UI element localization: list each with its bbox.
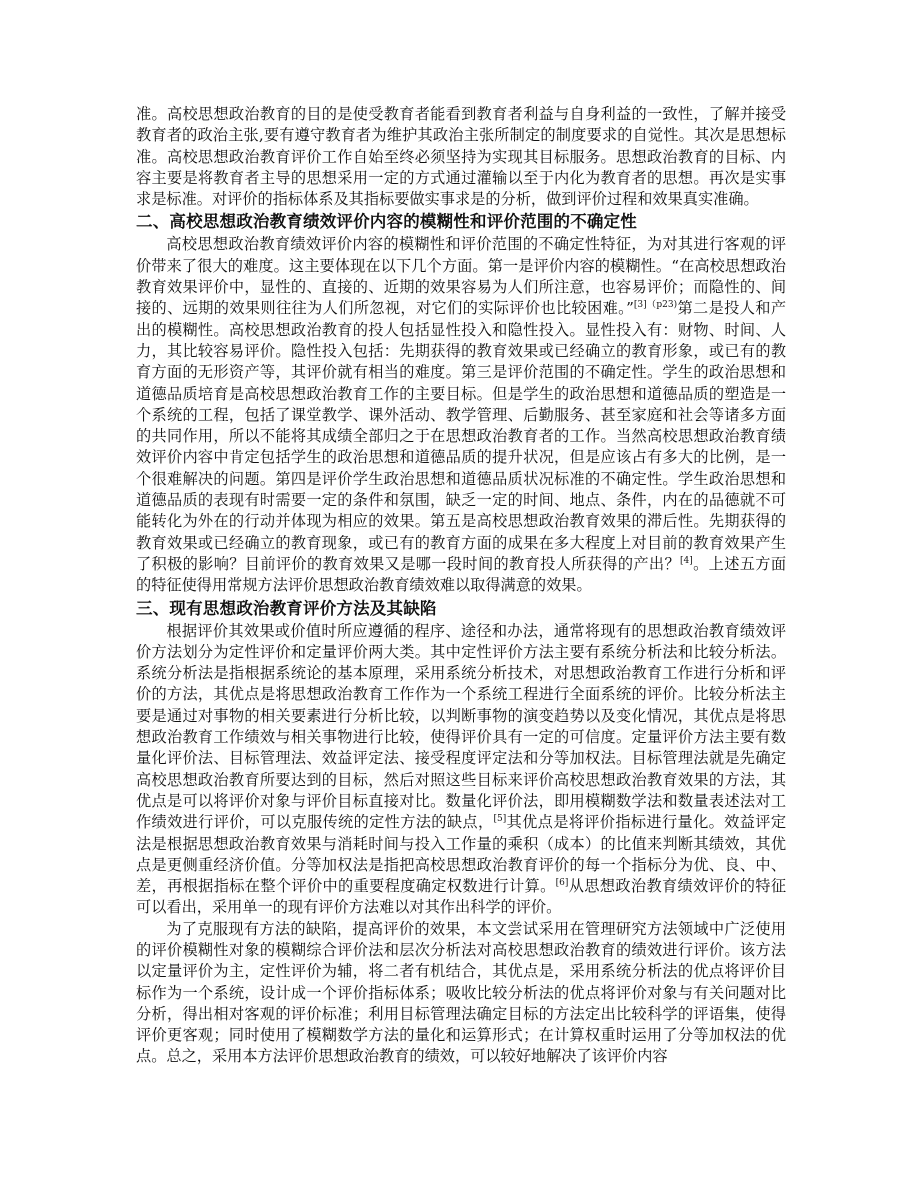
- paragraph-text: 。上述五方面的特征使得用常规方法评价思想政治教育绩效难以取得满意的效果。: [136, 554, 787, 595]
- paragraph-text: 根据评价其效果或价值时所应遵循的程序、途径和办法，通常将现有的思想政治教育绩效评价方法划分为定性评价和定量评价两大类。其中定性评价方法主要有系统分析法和比较分析法。系统分析法是指根据系统论的基本原理，采用系统分析技术，对思想政治教育工作进行分析和评价的方法，其优点是将思想政治教育工作作为一个系统工程进行全面系统的评价。比较分析法主要是通过对事物的相关要素进行分析比较，以判断事物的演变趋势以及变化情况，其优点是将思想政治教育工作绩效与相关事物进行比较，使得评价具有一定的可信度。定量评价方法主要有数量化评价法、目标管理法、效益评定法、接受程度评定法和分等加权法。目标管理法就是先确定高校思想政治教育所要达到的目标，然后对照这些目标来评价高校思想政治教育效果的方法，其优点是可以将评价对象与评价目标直接对比。数量化评价法，即用模糊数学法和数量表述法对工作绩效进行评价，可以克服传统的定性方法的缺点，: [136, 621, 786, 832]
- paragraph-text: 高校思想政治教育绩效评价内容的模糊性和评价范围的不确定性特征，为对其进行客观的评价带来了很大的难度。这主要体现在以下几个方面。第一是评价内容的模糊性。“在高校思想政治教育效果评价中，显性的、直接的、近期的效果容易为人们所注意，也容易评价；而隐性的、间接的、远期的效果则往往为人们所忽视，对它们的实际评价也比较困难。”: [136, 235, 786, 318]
- paragraph-text: 其优点是将评价指标进行量化。效益评定法是根据思想政治教育效果与消耗时间与投入工作量的乘积（成本）的比值来判断其绩效，其优点是更侧重经济价值。分等加权法是指把高校思想政治教育评价的每一个指标分为优、良、中、差，再根据指标在整个评价中的重要程度确定权数进行计算。: [136, 813, 787, 896]
- paragraph-fuzziness: [136, 234, 786, 596]
- paragraph-proposal: 为了克服现有方法的缺陷，提高评价的效果，本文尝试采用在管理研究方法领域中广泛使用的评价模糊性对象的模糊综合评价法和层次分析法对高校思想政治教育的绩效进行评价。该方法以定量评价为主，定性评价为辅，将二者有机结合，其优点是，采用系统分析法的优点将评价目标作为一个系统，设计成一个评价指标体系；吸收比较分析法的优点将评价对象与有关问题对比分析，得出相对客观的评价标准；利用目标管理法确定目标的方法定出比较科学的评语集，使得评价更客观；同时使用了模糊数学方法的量化和运算形式；在计算权重时运用了分等加权法的优点。总之，采用本方法评价思想政治教育的绩效，可以较好地解决了该评价内容: [136, 919, 786, 1066]
- section-heading-3: 三、现有思想政治教育评价方法及其缺陷: [136, 598, 437, 618]
- paragraph-methods: [136, 621, 786, 919]
- paragraph-text: 第二是投人和产出的模糊性。高校思想政治教育的投人包括显性投入和隐性投入。显性投入有：财物、时间、人力，其比较容易评价。隐性投入包括：先期获得的教育效果或已经确立的教育形象，或已有的教育方面的无形资产等，其评价就有相当的难度。第三是评价范围的不确定性。学生的政治思想和道德品质培育是高校思想政治教育工作的主要目标。但是学生的政治思想和道德品质的塑造是一个系统的工程，包括了课堂教学、课外活动、教学管理、后勤服务、甚至家庭和社会等诸多方面的共同作用，所以不能将其成绩全部归之于在思想政治教育者的工作。当然高校思想政治教育绩效评价内容中肯定包括学生的政治思想和道德品质的提升状况，但是应该占有多大的比例，是一个很难解决的问题。第四是评价学生政治思想和道德品质状况标准的不确定性。学生政治思想和道德品质的表现有时需要一定的条件和氛围，缺乏一定的时间、地点、条件，内在的品德就不可能转化为外在的行动并体现为相应的效果。第五是高校思想政治教育效果的滞后性。先期获得的教育效果或已经确立的教育现象，或已有的教育方面的成果在多大程度上对目前的教育效果产生了积极的影响？目前评价的教育效果又是哪一段时间的教育投人所获得的产出？: [136, 299, 787, 573]
- citation-ref-6: [6]: [555, 878, 569, 889]
- citation-ref-5: [5]: [493, 814, 507, 825]
- paragraph-text: 从思想政治教育绩效评价的特征可以看出，采用单一的现有评价方法难以对其作出科学的评价。: [136, 877, 787, 917]
- document-page: [136, 104, 786, 1068]
- section-heading-2: 二、高校思想政治教育绩效评价内容的模糊性和评价范围的不确定性: [136, 212, 637, 232]
- citation-ref-4: [4]: [680, 555, 693, 566]
- citation-ref-3: [3]（p23): [633, 300, 678, 311]
- paragraph-standards: 准。高校思想政治教育的目的是使受教育者能看到教育者利益与自身利益的一致性，了解并接受教育者的政治主张,要有遵守教育者为维护其政治主张所制定的制度要求的自觉性。其次是思想标准。高校思想政治教育评价工作自始至终必须坚持为实现其目标服务。思想政治教育的目标、内容主要是将教育者主导的思想采用一定的方式通过灌输以至于内化为教育者的思想。再次是实事求是标准。对评价的指标体系及其指标要做实事求是的分析，做到评价过程和效果真实准确。: [136, 105, 786, 209]
